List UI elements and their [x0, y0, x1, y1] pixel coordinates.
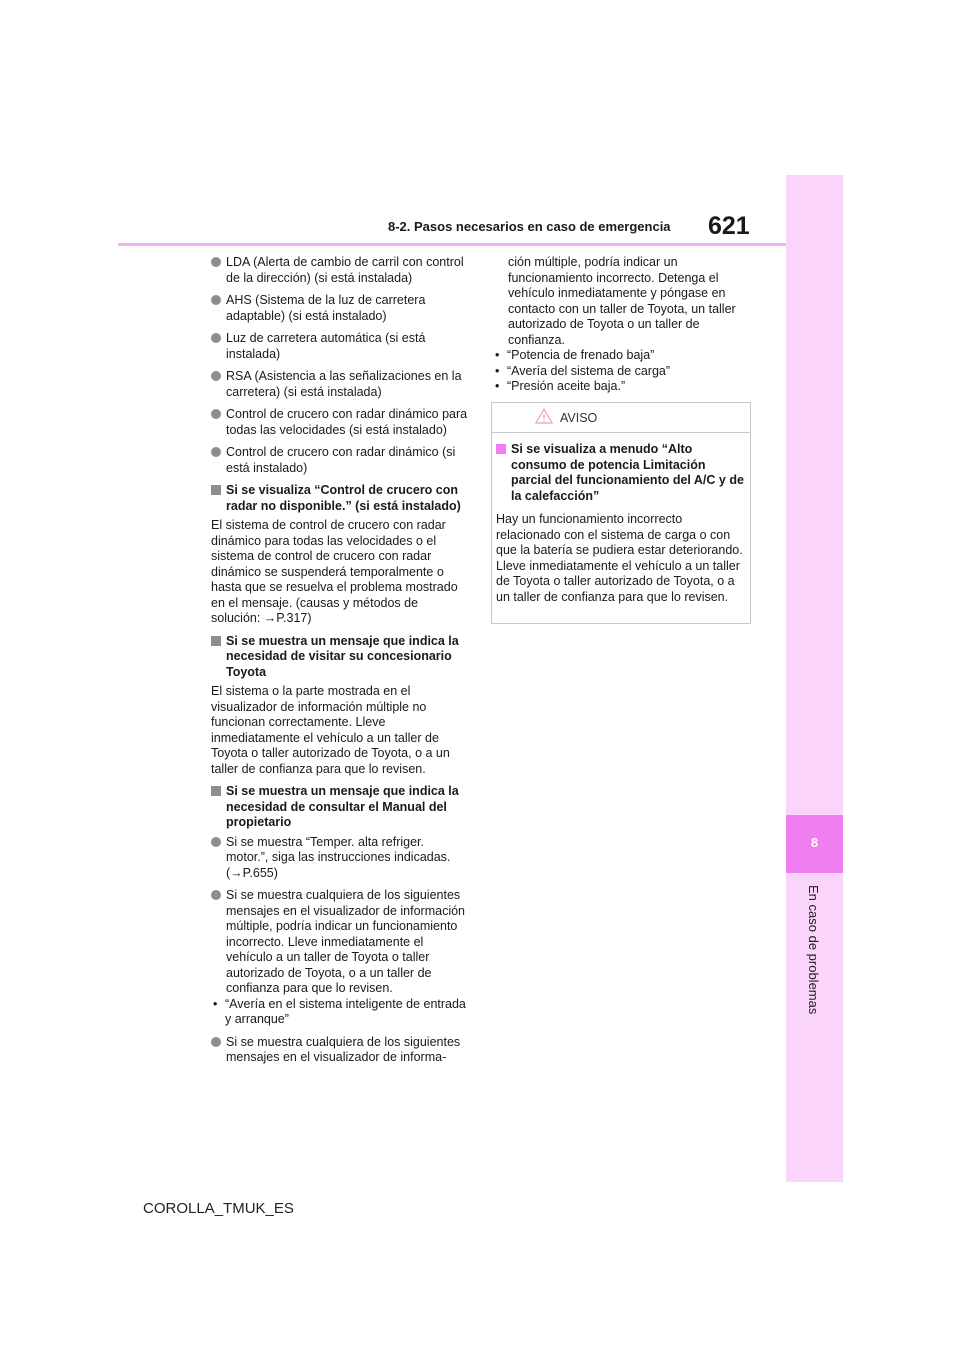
dash-item: • “Avería en el sistema inteligente de entrada y arranque”: [213, 996, 466, 1026]
bullet-square-icon: [211, 485, 221, 495]
section-heading: Si se muestra un mensaje que indica la necesidad de consultar el Manual del propietario: [211, 784, 468, 831]
chapter-title-container: [786, 885, 843, 1085]
list-item: RSA (Asistencia a las señalizaciones en la carretera) (si está instalada): [211, 369, 468, 400]
warning-triangle-icon: [535, 408, 553, 424]
page-number: 621: [708, 212, 750, 240]
section-body: El sistema o la parte mostrada en el visualizador de información múltiple no funcionan correctamente. Lleve inmediatamente el vehículo a un taller de Toyota o taller autorizado de Toyota, o a un taller de confianza para que lo revisen.: [211, 684, 450, 776]
right-column: [493, 255, 751, 395]
warning-box: [491, 402, 751, 624]
list-item: Luz de carretera automática (si está instalada): [211, 331, 468, 362]
list-item: Si se muestra cualquiera de los siguientes mensajes en el visualizador de información múltiple, podría indicar un funcionamiento incorrecto. Lleve inmediatamente el vehículo a un taller de Toyota o taller autorizado de Toyota, o a un taller de confianza para que lo revisen.: [211, 888, 468, 997]
bullet-circle-icon: [211, 447, 221, 457]
bullet-circle-icon: [211, 409, 221, 419]
warning-text: Hay un funcionamiento incorrecto relacionado con el sistema de carga o con que la batería se pudiera estar deteriorando. Lleve inmediatamente el vehículo a un taller de Toyota o taller autorizado de Toyota, o a un taller de confianza para que lo revisen.: [496, 512, 743, 604]
bullet-square-icon: [211, 636, 221, 646]
warning-heading: Si se visualiza a menudo “Alto consumo de potencia Limitación parcial del funcionamiento del A/C y de la calefacción”: [496, 442, 745, 504]
dash-bullet-icon: •: [495, 348, 500, 362]
warning-header: [492, 403, 750, 433]
left-column: [211, 255, 468, 1073]
bullet-circle-icon: [211, 333, 221, 343]
dash-bullet-icon: •: [213, 996, 218, 1011]
dash-item: • “Potencia de frenado baja”: [495, 348, 655, 362]
section-heading: Si se muestra un mensaje que indica la necesidad de visitar su concesionario Toyota: [211, 634, 468, 681]
chapter-number: 8: [810, 835, 819, 850]
warning-label: AVISO: [560, 411, 598, 425]
warning-body: [492, 433, 750, 605]
dash-item: • “Presión aceite baja.”: [495, 379, 626, 393]
bullet-square-icon: [211, 786, 221, 796]
list-item: AHS (Sistema de la luz de carretera adaptable) (si está instalado): [211, 293, 468, 324]
section-body: El sistema de control de crucero con radar dinámico para todas las velocidades o el sistema de control de crucero con radar dinámico se suspenderá temporalmente o hasta que se resuelva el problema mostrado en el mensaje. (causas y métodos de solución: →P.317): [211, 518, 458, 625]
list-item: Control de crucero con radar dinámico (si está instalado): [211, 445, 468, 476]
list-item: Control de crucero con radar dinámico para todas las velocidades (si está instalado): [211, 407, 468, 438]
bullet-circle-icon: [211, 371, 221, 381]
bullet-circle-icon: [211, 890, 221, 900]
chapter-title: En caso de problemas: [806, 885, 821, 1015]
bullet-circle-icon: [211, 837, 221, 847]
dash-item: • “Avería del sistema de carga”: [495, 363, 671, 378]
bullet-circle-icon: [211, 257, 221, 267]
dash-bullet-icon: •: [495, 379, 500, 393]
section-heading: Si se visualiza “Control de crucero con radar no disponible.” (si está instalado): [211, 483, 468, 514]
list-item: LDA (Alerta de cambio de carril con control de la dirección) (si está instalada): [211, 255, 468, 286]
section-title: 8-2. Pasos necesarios en caso de emergencia: [388, 219, 671, 234]
dash-bullet-icon: •: [495, 363, 500, 378]
list-item: Si se muestra cualquiera de los siguientes mensajes en el visualizador de informa-: [211, 1035, 468, 1066]
bullet-square-icon: [496, 444, 506, 454]
document-code: COROLLA_TMUK_ES: [143, 1200, 294, 1217]
header-rule: [118, 243, 786, 246]
continued-text: ción múltiple, podría indicar un funcionamiento incorrecto. Detenga el vehículo inmediatamente y póngase en contacto con un taller de Toyota, un taller autorizado de Toyota o un taller de confianza.: [508, 255, 736, 347]
list-item: Si se muestra “Temper. alta refriger. motor.”, siga las instrucciones indicadas. (→P.655): [211, 835, 468, 882]
bullet-circle-icon: [211, 1037, 221, 1047]
bullet-circle-icon: [211, 295, 221, 305]
